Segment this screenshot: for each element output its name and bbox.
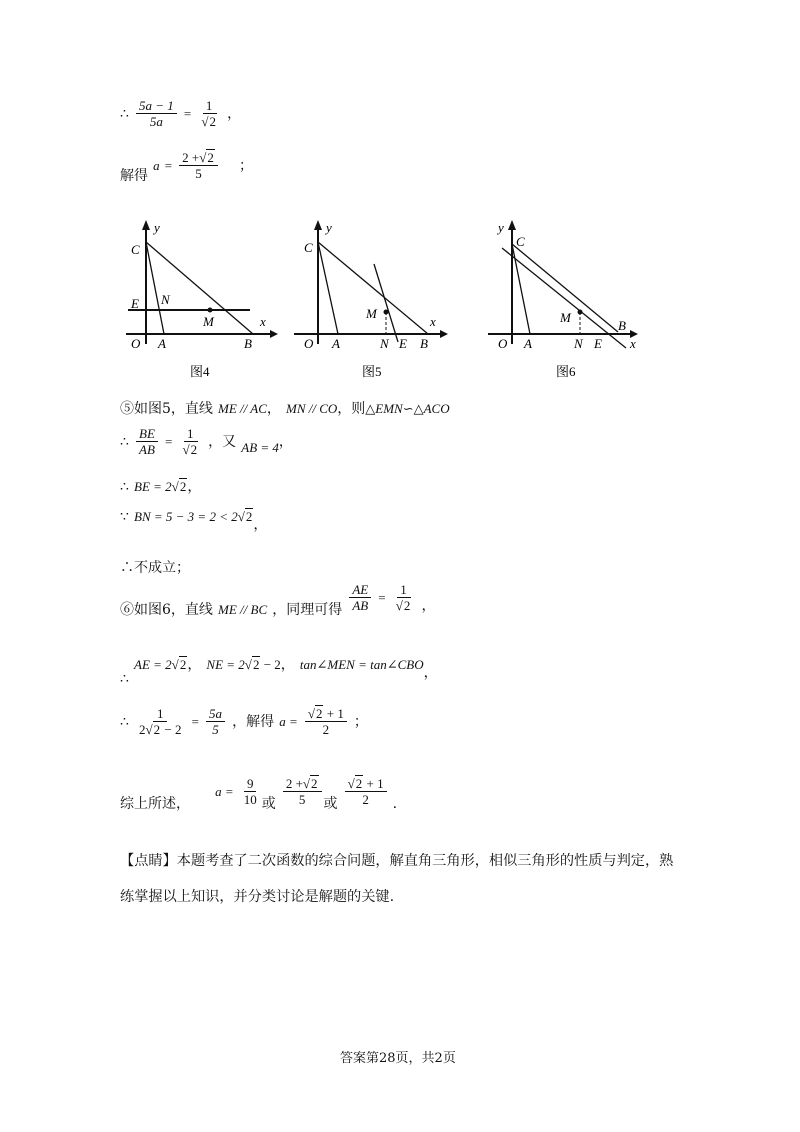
svg-text:C: C — [516, 234, 525, 249]
label-B: B — [244, 336, 252, 351]
figure-5 — [290, 218, 455, 383]
case-5-bn: ∵ BN = 5 − 3 = 2 < 2√2， — [120, 509, 268, 533]
label-A: A — [158, 336, 166, 351]
svg-text:E: E — [594, 336, 602, 351]
comment-line-2: 练掌握以上知识，并分类讨论是解题的关键. — [120, 889, 395, 905]
fraction: $\frac{5a - 1}{5a}$ — [136, 98, 177, 129]
label-E: E — [131, 296, 139, 311]
case-6-solve: ∴ $\frac{1}{2√2 - 2}$ = $\frac{5a}{5}$ ，解得 a = $\frac{√2 + 1}{2}$ ； — [120, 706, 368, 737]
svg-text:y: y — [498, 220, 504, 235]
svg-text:x: x — [430, 314, 436, 329]
label-y: y — [154, 220, 160, 235]
svg-text:E: E — [399, 336, 407, 351]
label-x: x — [260, 314, 266, 329]
label-M: M — [203, 314, 214, 329]
case-5-conclusion: ∴不成立； — [120, 560, 190, 576]
eq-line-1: ∴ $\frac{5a - 1}{5a}$ = $\frac{1}{√2}$ ， — [120, 98, 242, 129]
case-6-values: ∴ AE = 2√2， NE = 2√2 − 2， tan∠MEN = tan∠CBO， — [120, 657, 438, 687]
caption-fig4: 图4 — [190, 364, 210, 379]
label-O: O — [131, 336, 141, 351]
figure-6 — [484, 218, 649, 383]
fraction: $\frac{2 +√2}{5}$ — [179, 150, 218, 181]
svg-text:y: y — [326, 220, 332, 235]
fraction: $\frac{1}{√2}$ — [201, 98, 216, 129]
eq-line-2: 解得 a = $\frac{2 +√2}{5}$ ； — [120, 150, 253, 184]
svg-text:N: N — [574, 336, 583, 351]
svg-text:N: N — [380, 336, 389, 351]
summary-line: 综上所述， a = $\frac{9}{10}$ 或 $\frac{2 +√2}{5}$ 或 $\frac{√2 + 1}{2}$ . — [120, 776, 398, 812]
figure-4 — [118, 218, 283, 383]
case-5-line: ⑤如图5，直线 ME // AC， MN // CO，则△EMN∽△ACO — [120, 401, 450, 417]
figure-5-diagram — [290, 218, 455, 383]
caption-fig5: 图5 — [362, 364, 382, 379]
figure-4-diagram — [118, 218, 283, 383]
svg-text:M: M — [366, 306, 377, 321]
caption-fig6: 图6 — [556, 364, 576, 379]
label-C: C — [131, 242, 140, 257]
svg-text:x: x — [630, 336, 636, 351]
svg-text:B: B — [618, 318, 626, 333]
case-5-be: ∴ BE = 2√2， — [120, 479, 202, 495]
svg-text:M: M — [560, 310, 571, 325]
svg-text:O: O — [304, 336, 314, 351]
svg-text:A: A — [332, 336, 340, 351]
page-footer: 答案第28页，共2页 — [340, 1051, 456, 1066]
label-N: N — [161, 292, 170, 307]
case-6-line: ⑥如图6，直线 $_{ME // BC}$ ，同理可得 $\frac{AE}{AB}$ = $\frac{1}{√2}$ ， — [120, 582, 436, 618]
svg-text:B: B — [420, 336, 428, 351]
svg-text:C: C — [304, 240, 313, 255]
case-5-ratio: ∴ $\frac{BE}{AB}$ = $\frac{1}{√2}$ ，又 $_{AB = 4}$， — [120, 426, 293, 457]
svg-text:A: A — [524, 336, 532, 351]
figure-6-diagram — [484, 218, 649, 383]
therefore-symbol: ∴ — [120, 106, 129, 122]
comment-line-1: 【点睛】本题考查了二次函数的综合问题，解直角三角形，相似三角形的性质与判定，熟 — [120, 853, 674, 869]
svg-text:O: O — [498, 336, 508, 351]
